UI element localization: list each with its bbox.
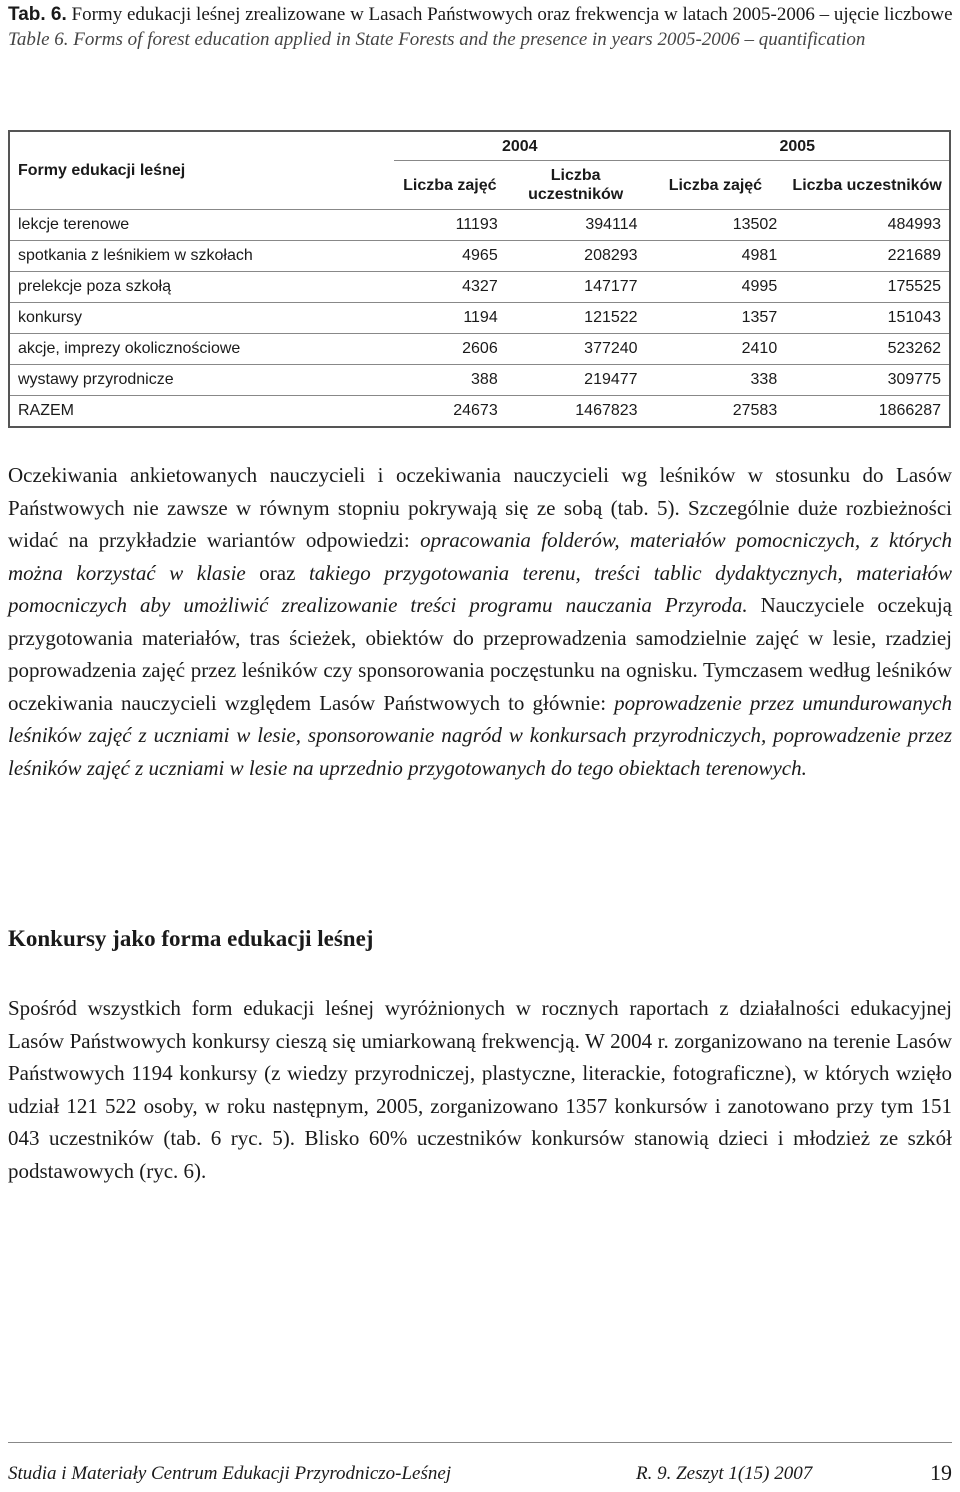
caption-pl-title: Formy edukacji leśnej zrealizowane w Lasach Państwowych oraz frekwencja w latach 2005-2006 – ujęcie liczbowe <box>71 4 953 25</box>
cell: 377240 <box>506 334 646 365</box>
table-row-total <box>9 396 950 428</box>
cell: 221689 <box>785 241 950 272</box>
journal-name: Studia i Materiały Centrum Edukacji Przyrodniczo-Leśnej <box>8 1463 452 1484</box>
footer-rule <box>8 1442 952 1443</box>
cell: 4327 <box>394 272 506 303</box>
volume-info: R. 9. Zeszyt 1(15) 2007 <box>636 1463 813 1484</box>
cell: 121522 <box>506 303 646 334</box>
cell: 523262 <box>785 334 950 365</box>
cell: 13502 <box>646 210 786 241</box>
table-row <box>9 272 950 303</box>
row-label: akcje, imprezy okolicznościowe <box>9 334 394 365</box>
cell: 175525 <box>785 272 950 303</box>
italic-run: poprowadzenie przez umundurowanych leśników zajęć z uczniami w lesie, sponsorowanie nagród w konkursach przyrodniczych, poprowadzenie przez leśników zajęć z uczniami w lesie na uprzednio przygotowanych do tego obiektach terenowych. <box>8 690 953 780</box>
caption-en-label: Table 6. <box>8 29 69 50</box>
caption-pl-label: Tab. 6. <box>8 4 67 25</box>
forest-education-table <box>8 130 951 428</box>
cell: 4965 <box>394 241 506 272</box>
cell: 24673 <box>453 402 498 419</box>
paragraph-expectations <box>8 459 952 784</box>
year-header-2005: 2005 <box>646 131 950 161</box>
cell: 11193 <box>394 210 506 241</box>
cell: 27583 <box>732 402 778 419</box>
table-row <box>9 303 950 334</box>
paragraph-contests: Spośród wszystkich form edukacji leśnej wyróżnionych w rocznych raportach z działalności edukacyjnej Lasów Państwowych konkursy cieszą się umiarkowaną frekwencją. W 2004 r. zorganizowano na terenie Lasów Państwowych 1194 konkursy (z wiedzy przyrodniczej, plastyczne, literackie, fotograficzne), w których wzięło udział 121 522 osoby, w roku następnym, 2005, zorganizowano 1357 konkursów i zanotowano przy tym 151 043 uczestników (tab. 6 ryc. 5). Blisko 60% uczestników konkursów stanowią dzieci i młodzież ze szkół podstawowych (ryc. 6). <box>8 996 952 1183</box>
year-header-2004: 2004 <box>394 131 646 161</box>
row-header: Formy edukacji leśnej <box>9 131 394 210</box>
col-header: Liczba zajęć <box>646 161 786 210</box>
italic-run: opracowania folderów, materiałów pomocniczych, z których można korzystać w klasie <box>8 528 953 585</box>
cell: 309775 <box>785 365 950 396</box>
cell: 338 <box>646 365 786 396</box>
cell: 1357 <box>646 303 786 334</box>
cell: 1194 <box>394 303 506 334</box>
caption-en-title: Forms of forest education applied in State Forests and the presence in years 2005-2006 – quantification <box>73 29 866 50</box>
page-number: 19 <box>930 1460 952 1485</box>
row-label: spotkania z leśnikiem w szkołach <box>9 241 394 272</box>
col-header: Liczba uczestników <box>785 161 950 210</box>
col-header: Liczba uczestników <box>506 161 646 210</box>
table-row <box>9 241 950 272</box>
table-caption <box>8 2 956 52</box>
cell: 394114 <box>506 210 646 241</box>
cell: 219477 <box>506 365 646 396</box>
cell: 4981 <box>646 241 786 272</box>
row-label: konkursy <box>9 303 394 334</box>
cell: 4995 <box>646 272 786 303</box>
text-run: Nauczyciele oczekują przygotowania materiałów, tras ścieżek, obiektów do przeprowadzenia samodzielnie zajęć w lesie, rzadziej poprowadzenia zajęć przez leśników czy sponsorowania poczęstunku na ognisku. Tymczasem według leśników oczekiwania nauczycieli względem Lasów Państwowych to głównie: <box>8 593 953 715</box>
cell: 484993 <box>785 210 950 241</box>
row-label: RAZEM <box>18 402 74 419</box>
text-run: Oczekiwania ankietowanych nauczycieli i oczekiwania nauczycieli wg leśników w stosunku do Lasów Państwowych nie zawsze w równym stopniu pokrywają się ze sobą (tab. 5). Szczególnie duże rozbieżności widać na przykładzie wariantów odpowiedzi: <box>8 463 952 552</box>
col-header: Liczba zajęć <box>394 161 506 210</box>
table-row <box>9 365 950 396</box>
cell: 2606 <box>394 334 506 365</box>
row-label: wystawy przyrodnicze <box>9 365 394 396</box>
cell: 1866287 <box>878 402 941 419</box>
cell: 208293 <box>506 241 646 272</box>
section-heading: Konkursy jako forma edukacji leśnej <box>8 926 374 951</box>
cell: 2410 <box>646 334 786 365</box>
row-label: lekcje terenowe <box>9 210 394 241</box>
cell: 388 <box>394 365 506 396</box>
row-label: prelekcje poza szkołą <box>9 272 394 303</box>
cell: 147177 <box>506 272 646 303</box>
cell: 151043 <box>785 303 950 334</box>
table-row <box>9 210 950 241</box>
text-run: oraz <box>245 560 309 585</box>
italic-run: takiego przygotowania terenu, treści tablic dydaktycznych, materiałów pomocniczych aby umożliwić zrealizowanie treści programu nauczania Przyroda. <box>8 560 952 617</box>
table-row <box>9 334 950 365</box>
cell: 1467823 <box>575 402 638 419</box>
